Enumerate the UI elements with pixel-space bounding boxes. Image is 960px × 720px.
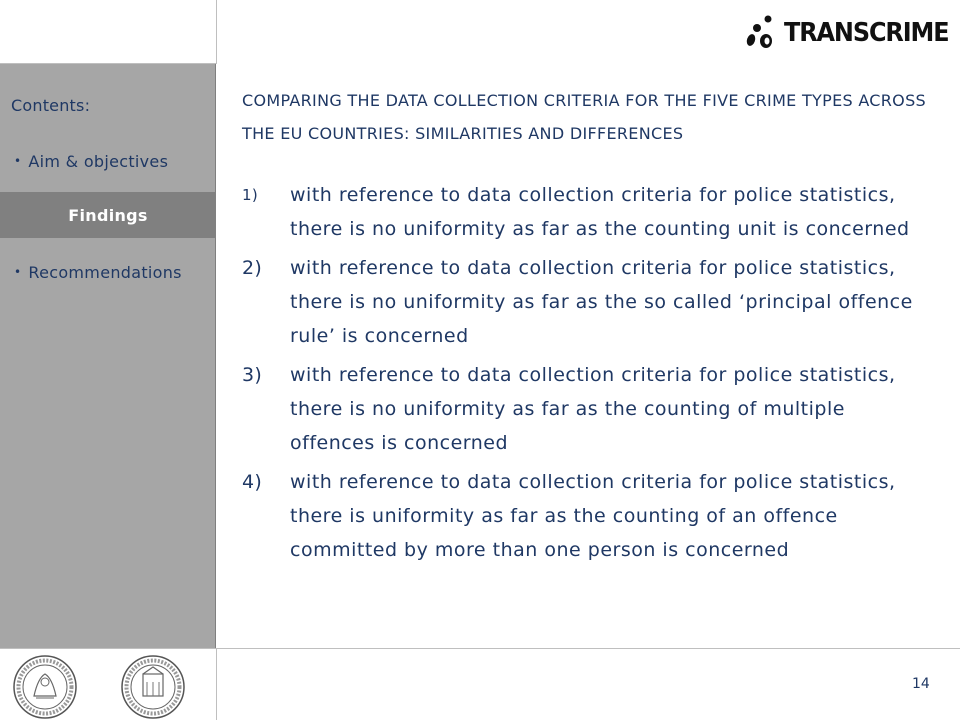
list-item — [242, 465, 942, 567]
sidebar-item-findings[interactable] — [0, 192, 216, 238]
brand-name: TRANSCRIME — [784, 18, 949, 48]
list-item-text: with reference to data collection criteria for police statistics, there is no uniformity as far as the counting unit is concerned — [290, 184, 910, 240]
contents-title: Contents: — [11, 96, 91, 115]
list-item-number: 4) — [242, 471, 263, 493]
list-item — [242, 178, 942, 246]
slide-heading: COMPARING THE DATA COLLECTION CRITERIA FOR THE FIVE CRIME TYPES ACROSS THE EU COUNTRIES: SIMILARITIES AND DIFFERENCES — [242, 91, 926, 143]
university-seal-right-icon — [117, 654, 189, 720]
transcrime-logo-mark-icon — [742, 14, 782, 58]
list-item-text: with reference to data collection criteria for police statistics, there is no uniformity as far as the so called ‘principal offence rule’ is concerned — [290, 257, 913, 347]
list-item-number: 2) — [242, 257, 263, 279]
list-item — [242, 251, 942, 353]
university-seal-left-icon — [12, 654, 78, 720]
sidebar-item-aim-objectives[interactable] — [14, 152, 168, 171]
bullet-icon: • — [14, 265, 22, 279]
footer-divider — [0, 648, 960, 649]
list-item-number: 1) — [242, 186, 258, 204]
header-separator — [216, 0, 217, 64]
sidebar-item-label: Aim & objectives — [28, 152, 169, 171]
page-number: 14 — [912, 676, 930, 692]
sidebar-item-recommendations[interactable] — [14, 263, 182, 282]
list-item — [242, 358, 942, 460]
list-item-number: 3) — [242, 364, 263, 386]
transcrime-logo — [742, 14, 947, 58]
list-item-text: with reference to data collection criteria for police statistics, there is no uniformity as far as the counting of multiple offences is concerned — [290, 364, 896, 454]
sidebar-item-label: Recommendations — [28, 263, 182, 282]
findings-list — [242, 178, 942, 572]
list-item-text: with reference to data collection criteria for police statistics, there is uniformity as far as the counting of an offence committed by more than one person is concerned — [290, 471, 896, 561]
bullet-icon: • — [14, 154, 22, 168]
sidebar-item-label: Findings — [68, 205, 148, 225]
footer-separator — [216, 648, 217, 720]
